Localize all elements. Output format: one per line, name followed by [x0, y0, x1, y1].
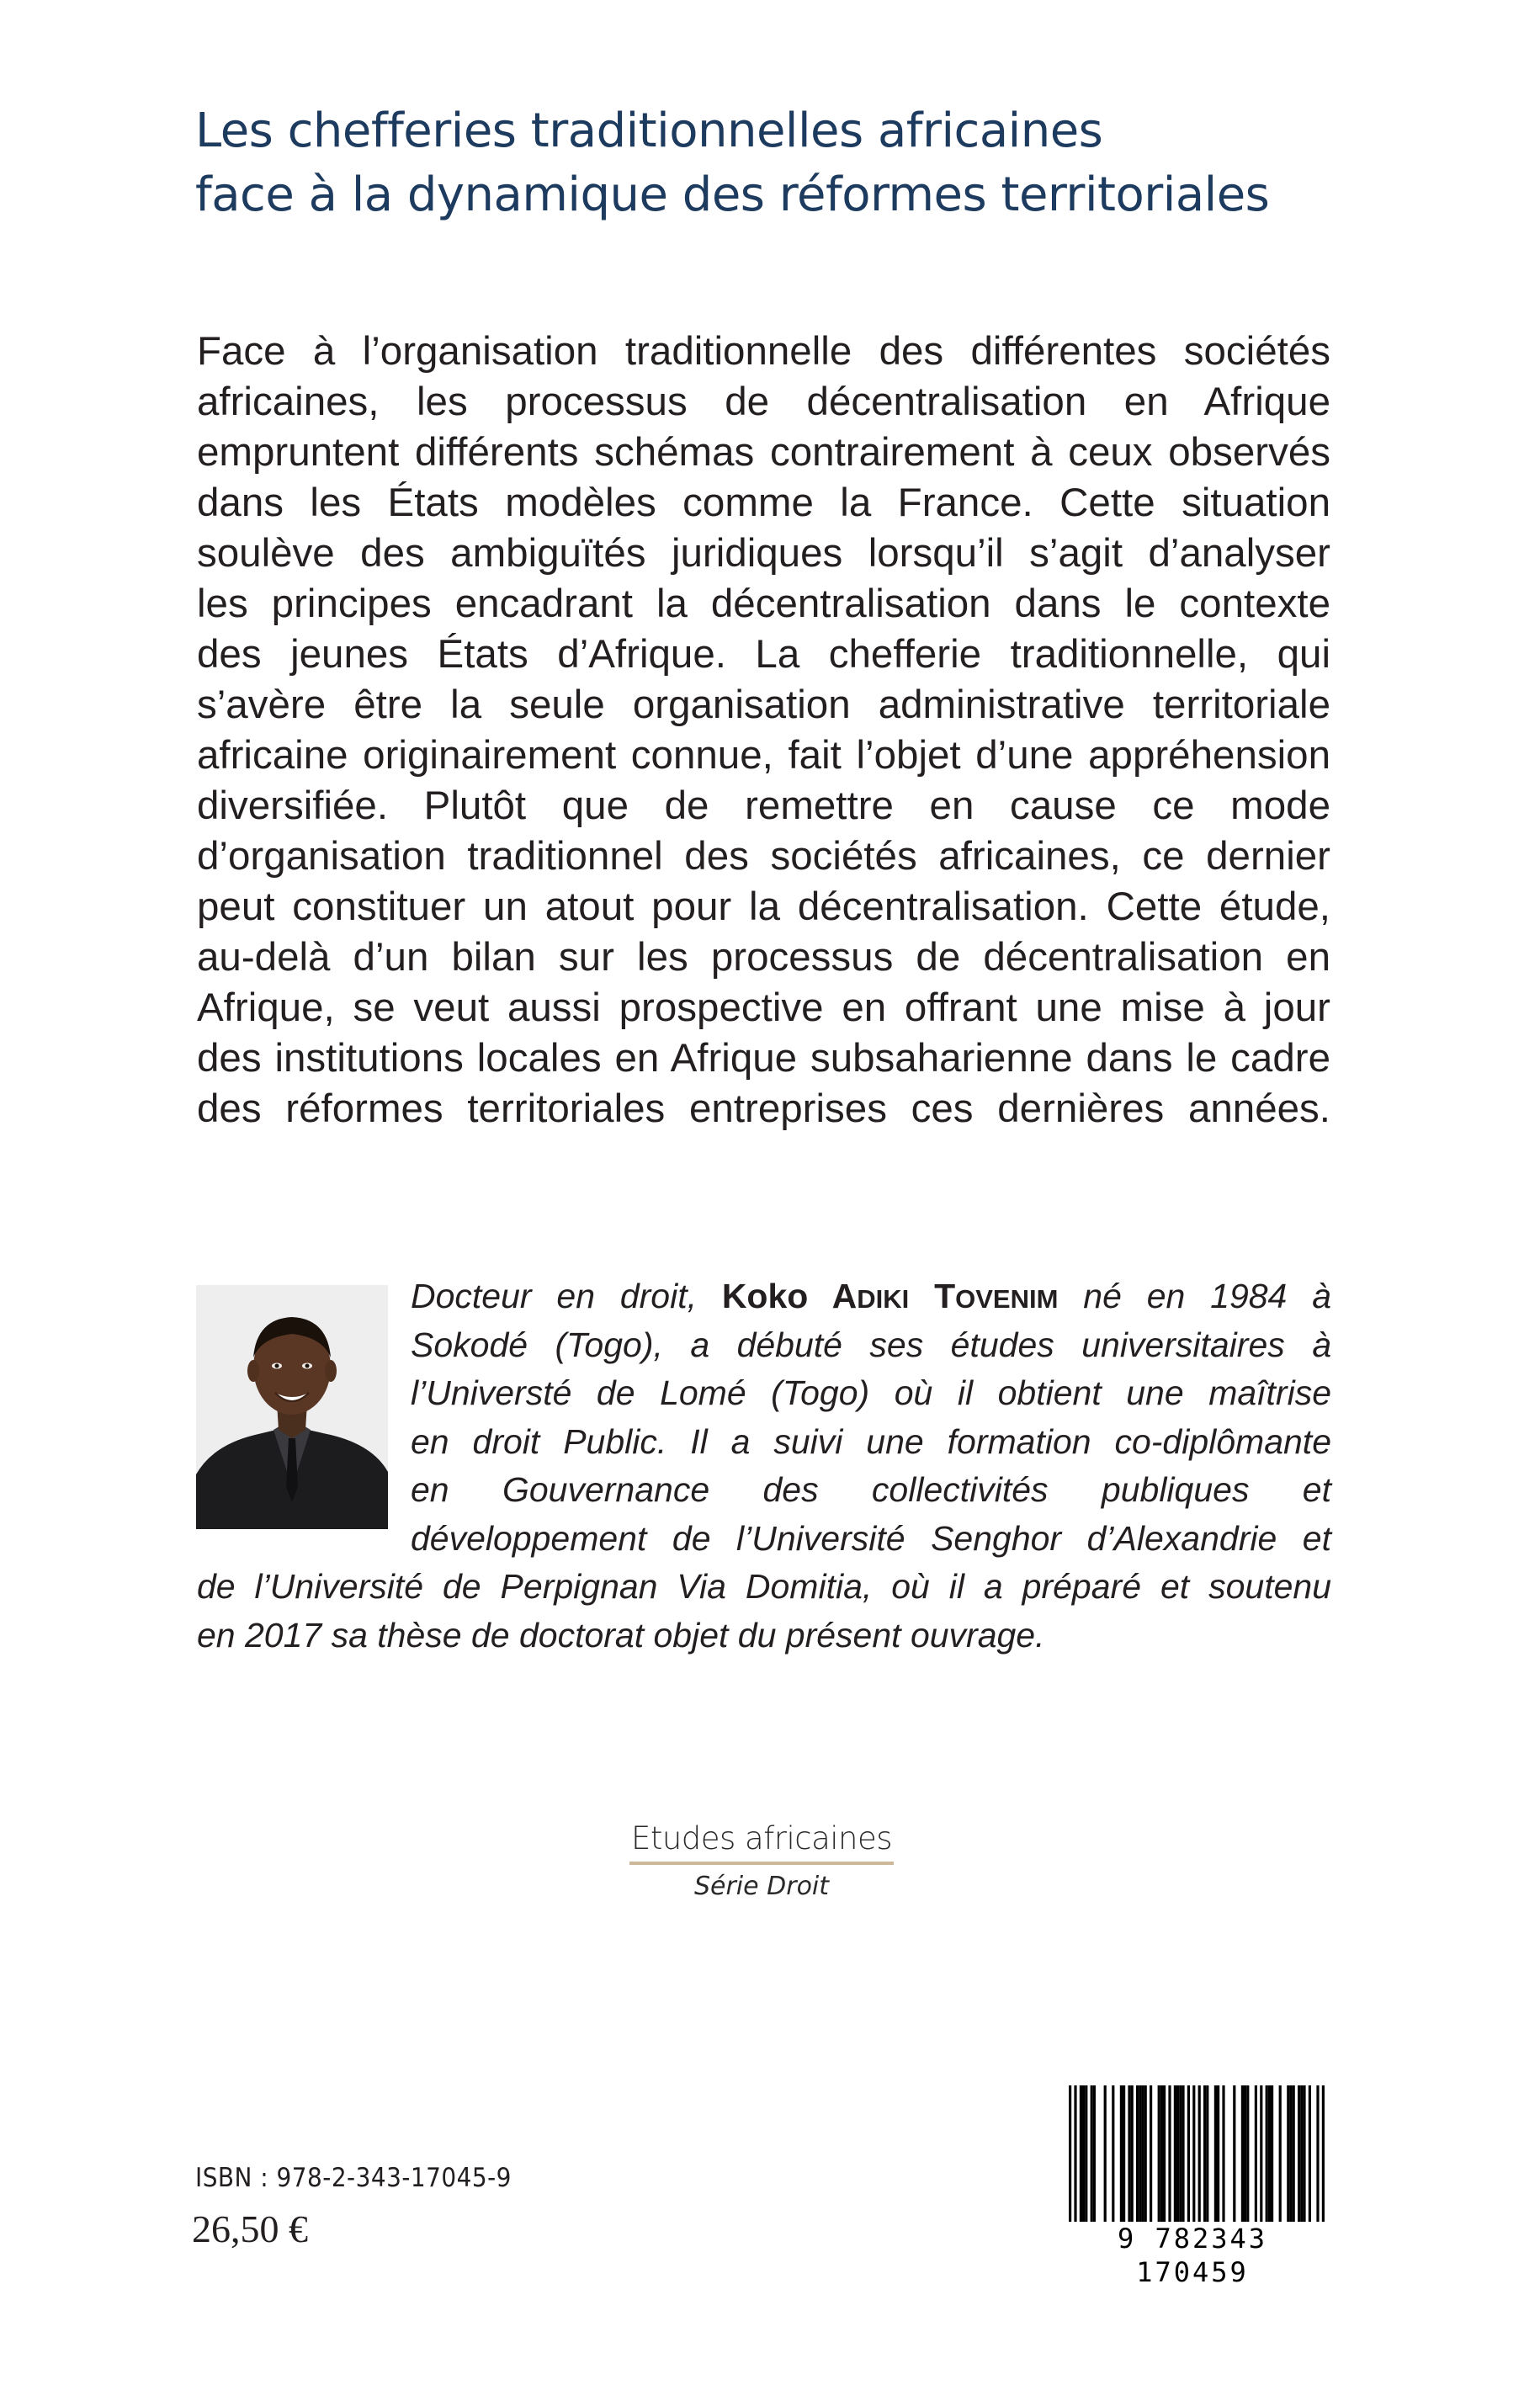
barcode-bar — [1287, 2085, 1289, 2225]
barcode-bar — [1160, 2085, 1163, 2225]
barcode-bar — [1255, 2085, 1257, 2225]
book-title-line-1: Les chefferies traditionnelles africaines — [195, 104, 1103, 158]
blurb-line: Afrique, se veut aussi prospective en offrant une mise à jour — [197, 985, 1330, 1030]
blurb-line: africaine originairement connue, fait l’objet d’une appréhension — [197, 733, 1330, 778]
author-bio-line: Sokodé (Togo), a débuté ses études universitaires à — [411, 1325, 1331, 1364]
barcode-bar — [1150, 2085, 1152, 2225]
barcode-bar — [1217, 2085, 1219, 2225]
barcode-bar — [1298, 2085, 1300, 2225]
barcode-bar — [1309, 2085, 1311, 2225]
book-title-line-2: face à la dynamique des réformes territoriales — [195, 167, 1270, 222]
barcode-bar — [1123, 2085, 1125, 2225]
author-bio-line: en Gouvernance des collectivités publiques et — [411, 1470, 1331, 1509]
author-bio-line: développement de l’Université Senghor d’Alexandrie et — [411, 1518, 1331, 1558]
blurb-line: des institutions locales en Afrique subsaharienne dans le cadre — [197, 1036, 1330, 1081]
barcode-bar — [1182, 2085, 1184, 2225]
series-title: Etudes africaines — [630, 1820, 893, 1856]
barcode-bar — [1246, 2085, 1249, 2225]
barcode-bar — [1266, 2085, 1268, 2225]
series-subtitle: Série Droit — [693, 1872, 830, 1901]
author-last-rest: OVENIM — [955, 1284, 1059, 1314]
barcode-bar — [1279, 2085, 1282, 2225]
barcode-bar — [1104, 2085, 1107, 2225]
price: 26,50 € — [192, 2207, 308, 2250]
barcode-bar — [1179, 2085, 1182, 2225]
author-middle-initial: A — [831, 1277, 858, 1315]
barcode-bar — [1128, 2085, 1130, 2225]
barcode-bar — [1168, 2085, 1171, 2225]
series-logo — [623, 1819, 900, 1904]
blurb-line: des réformes territoriales entreprises ces dernières années. — [197, 1086, 1330, 1131]
author-bio-line: l’Universté de Lomé (Togo) où il obtient une maîtrise — [411, 1373, 1331, 1412]
barcode-bar — [1268, 2085, 1271, 2225]
author-last-initial: T — [934, 1277, 956, 1315]
blurb-line: s’avère être la seule organisation administrative territoriale — [197, 683, 1330, 727]
barcode-bar — [1080, 2085, 1082, 2225]
author-first-name: Koko — [721, 1277, 809, 1315]
barcode-bar — [1203, 2085, 1206, 2225]
barcode-bar — [1112, 2085, 1114, 2225]
back-cover-blurb — [197, 327, 1330, 1134]
barcode-bar — [1206, 2085, 1208, 2225]
barcode-bar — [1241, 2085, 1244, 2225]
barcode-bar — [1214, 2085, 1217, 2225]
blurb-line: des jeunes États d’Afrique. La chefferie traditionnelle, qui — [197, 632, 1330, 677]
author-bio-prefix: Docteur en droit, — [411, 1277, 697, 1315]
series-divider — [629, 1862, 894, 1865]
barcode-bar — [1163, 2085, 1166, 2225]
author-bio — [197, 1272, 1331, 1660]
blurb-line: au-delà d’un bilan sur les processus de décentralisation en — [197, 935, 1330, 980]
author-bio-line: en droit Public. Il a suivi une formation co-diplômante — [411, 1421, 1331, 1461]
barcode-bar — [1139, 2085, 1141, 2225]
blurb-line: d’organisation traditionnel des sociétés africaines, ce dernier — [197, 834, 1330, 879]
blurb-line: soulève des ambiguïtés juridiques lorsqu’il s’agit d’analyser — [197, 531, 1330, 576]
barcode-bar — [1158, 2085, 1160, 2225]
author-name — [722, 1277, 1059, 1315]
barcode-bar — [1244, 2085, 1246, 2225]
blurb-line: peut constituer un atout pour la décentralisation. Cette étude, — [197, 884, 1330, 929]
author-bio-line-1-suffix: né en 1984 à — [1083, 1277, 1331, 1315]
barcode-bar — [1144, 2085, 1147, 2225]
blurb-line: empruntent différents schémas contrairement à ceux observés — [197, 430, 1330, 475]
blurb-line: africaines, les processus de décentralisation en Afrique — [197, 380, 1330, 424]
barcode-bar — [1093, 2085, 1096, 2225]
book-title — [195, 99, 1415, 227]
barcode-bar — [1141, 2085, 1144, 2225]
barcode-bar — [1174, 2085, 1176, 2225]
author-bio-line: de l’Université de Perpignan Via Domitia, où il a préparé et soutenu — [197, 1567, 1331, 1606]
blurb-line: les principes encadrant la décentralisation dans le contexte — [197, 582, 1330, 626]
author-middle-rest: DIKI — [857, 1284, 910, 1314]
author-bio-line: en 2017 sa thèse de doctorat objet du présent ouvrage. — [197, 1615, 1045, 1655]
barcode-bar — [1303, 2085, 1305, 2225]
barcode-bar — [1085, 2085, 1087, 2225]
barcode-bar — [1300, 2085, 1303, 2225]
blurb-line: diversifiée. Plutôt que de remettre en cause ce mode — [197, 783, 1330, 828]
blurb-line: dans les États modèles comme la France. Cette situation — [197, 481, 1330, 525]
barcode-bar — [1187, 2085, 1190, 2225]
barcode-bar — [1293, 2085, 1295, 2225]
barcode-bar — [1131, 2085, 1134, 2225]
barcode-bar — [1120, 2085, 1123, 2225]
barcode-bar — [1271, 2085, 1273, 2225]
barcode-bar — [1222, 2085, 1224, 2225]
isbn: ISBN : 978-2-343-17045-9 — [195, 2163, 512, 2193]
barcode-bar — [1091, 2085, 1093, 2225]
author-bio-line-1 — [197, 1272, 1331, 1321]
barcode-bar — [1136, 2085, 1139, 2225]
blurb-line: Face à l’organisation traditionnelle des différentes sociétés — [197, 329, 1330, 374]
barcode-bar — [1176, 2085, 1179, 2225]
barcode-digits: 9 782343 170459 — [1054, 2222, 1331, 2289]
barcode-bar — [1289, 2085, 1292, 2225]
barcode-bar — [1082, 2085, 1085, 2225]
barcode-bar — [1260, 2085, 1262, 2225]
barcode-bar — [1233, 2085, 1235, 2225]
